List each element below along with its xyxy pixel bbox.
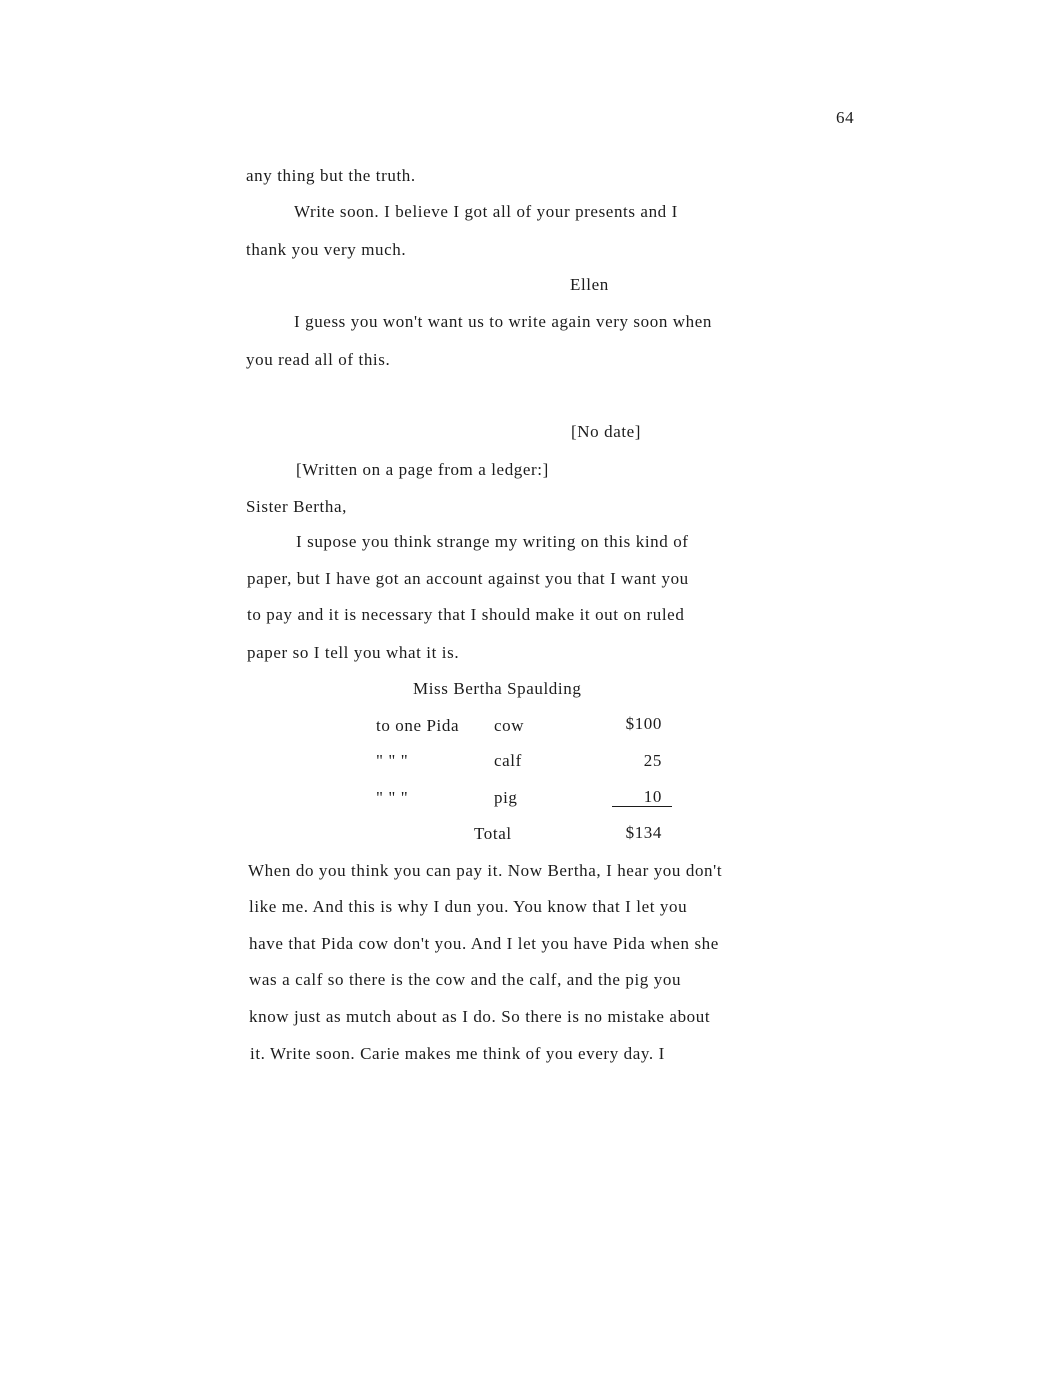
total-amount: $134 — [625, 823, 662, 842]
total-label: Total — [474, 824, 512, 843]
text-line: I guess you won't want us to write again very soon when — [294, 312, 713, 331]
salutation: Sister Bertha, — [246, 497, 347, 516]
text-line: it. Write soon. Carie makes me think of you every day. I — [250, 1044, 665, 1063]
sum-rule — [612, 806, 672, 807]
text-line: paper, but I have got an account against you that I want you — [247, 569, 689, 588]
page-number: 64 — [836, 108, 855, 127]
signature: Ellen — [570, 275, 609, 294]
account-row-item: pig — [494, 788, 518, 807]
account-row-amount: $100 — [625, 714, 662, 733]
text-line: you read all of this. — [246, 350, 391, 369]
text-line: was a calf so there is the cow and the calf, and the pig you — [249, 970, 682, 989]
date-note: [No date] — [571, 422, 642, 441]
account-row-prefix: " " " — [376, 751, 409, 770]
text-line: to pay and it is necessary that I should make it out on ruled — [247, 605, 685, 624]
account-heading: Miss Bertha Spaulding — [413, 679, 582, 698]
account-row-prefix: " " " — [376, 788, 409, 807]
text-line: have that Pida cow don't you. And I let you have Pida when she — [249, 934, 719, 953]
text-line: When do you think you can pay it. Now Bertha, I hear you don't — [248, 861, 723, 880]
account-row-prefix: to one Pida — [376, 716, 460, 735]
account-row-amount: 25 — [643, 751, 662, 770]
text-line: like me. And this is why I dun you. You know that I let you — [249, 897, 688, 916]
text-line: thank you very much. — [246, 240, 407, 259]
account-row-item: cow — [494, 716, 525, 735]
text-line: any thing but the truth. — [246, 166, 416, 185]
text-line: Write soon. I believe I got all of your presents and I — [294, 202, 678, 221]
text-line: know just as mutch about as I do. So there is no mistake about — [249, 1007, 711, 1026]
text-line: paper so I tell you what it is. — [247, 643, 460, 662]
account-row-item: calf — [494, 751, 522, 770]
text-line: I supose you think strange my writing on this kind of — [296, 532, 689, 551]
account-row-amount: 10 — [643, 787, 662, 806]
written-note: [Written on a page from a ledger:] — [296, 460, 549, 479]
